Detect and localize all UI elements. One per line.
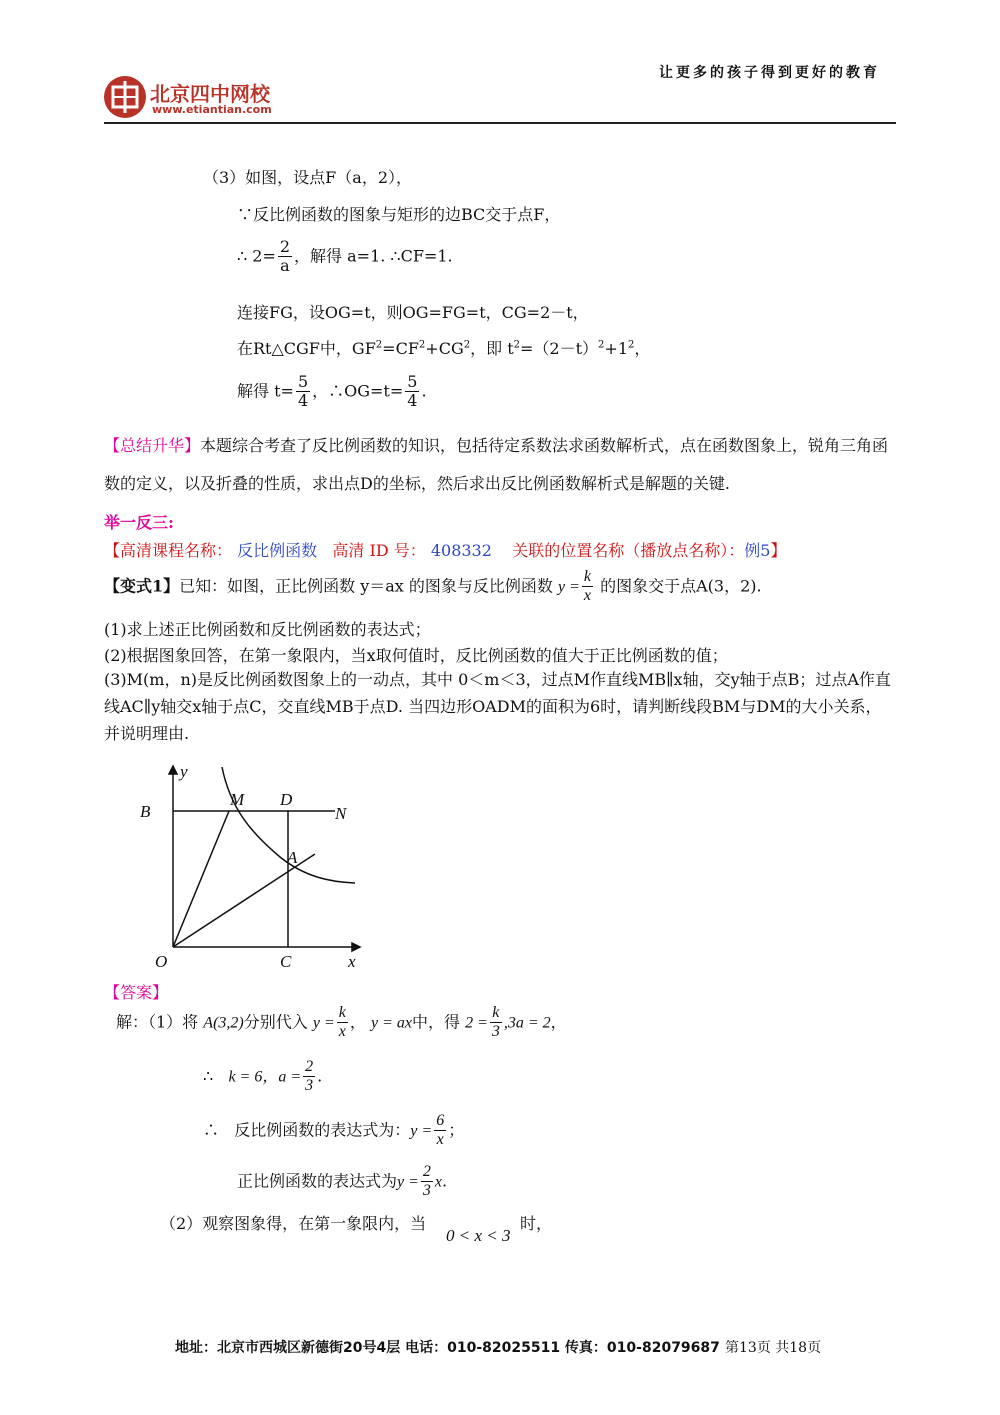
sol-line-1: （3）如图，设点F（a，2），: [203, 168, 413, 187]
school-logo-icon: [104, 76, 146, 118]
sol-line-6: 解得 t= $\frac{5}{4}$ ，∴OG=t= $\frac{5}{4}$ .: [237, 372, 427, 411]
sol-line-4: 连接FG，设OG=t，则OG=FG=t，CG=2－t，: [237, 303, 589, 322]
label-A: A: [287, 848, 298, 867]
label-N: N: [335, 804, 347, 823]
footer-page: 第13页 共18页: [725, 1340, 822, 1356]
sol-line-3: ∴ 2= $\frac{2}{a}$ ，解得 a=1. ∴CF=1.: [237, 237, 453, 276]
label-y: y: [180, 762, 188, 781]
line-OA: [173, 854, 315, 947]
fraction-2-over-a: $\frac{2}{a}$: [279, 237, 291, 276]
course-position: 例5: [744, 541, 771, 560]
juyi-heading: 举一反三:: [104, 513, 174, 532]
question-3: (3)M(m，n)是反比例函数图象上的一动点，其中 0＜m＜3，过点M作直线MB∥x轴，交y轴于点B；过点A作直线AC∥y轴交x轴于点C，交直线MB于点D. 当四边形OADM的面积为6时，请判断线段BM与DM的大小关系，并说明理由.: [104, 670, 891, 743]
answer-inequality: 0 < x < 3: [446, 1226, 511, 1245]
answer-line-4: 正比例函数的表达式为y = $\frac{2}{3}$ x.: [237, 1163, 448, 1200]
coordinate-figure: [130, 762, 370, 972]
label-M: M: [230, 790, 245, 809]
label-B: B: [140, 802, 151, 821]
line-OM: [173, 811, 229, 947]
x-axis-arrow: [352, 943, 360, 951]
label-D: D: [280, 790, 293, 809]
logo-text: 北京四中网校: [150, 82, 270, 106]
answer-line-1: 解：（1）将 A(3,2)分别代入 y = $\frac{k}{x}$ ， y = ax中，得 2 = $\frac{k}{3}$ ,3a = 2，: [116, 1004, 567, 1041]
course-id: 408332: [430, 541, 492, 560]
sol-line-2: ∵反比例函数的图象与矩形的边BC交于点F，: [237, 205, 561, 224]
course-name: 反比例函数: [237, 541, 318, 560]
answer-line-3: ∴ 反比例函数的表达式为：y = $\frac{6}{x}$ ；: [203, 1112, 465, 1149]
variant-intro: 【变式1】已知：如图，正比例函数 y＝ax 的图象与反比例函数 y = $\frac{k}{x}$ 的图象交于点A(3，2).: [104, 568, 762, 605]
answer-line-2: ∴ k = 6，a = $\frac{2}{3}$ .: [203, 1058, 323, 1095]
label-x: x: [348, 952, 356, 971]
footer-address: 地址：北京市西城区新德街20号4层 电话：010-82025511 传真：010-82079687: [175, 1340, 720, 1356]
label-O: O: [155, 952, 168, 971]
summary-tag: 【总结升华】: [104, 436, 201, 455]
slogan: 让更多的孩子得到更好的教育: [659, 65, 880, 81]
summary-paragraph: 【总结升华】本题综合考查了反比例函数的知识，包括待定系数法求函数解析式，点在函数图象上，锐角三角函数的定义，以及折叠的性质，求出点D的坐标，然后求出反比例函数解析式是解题的关键.: [104, 436, 889, 493]
answer-line-5-end: 时，: [520, 1214, 553, 1233]
sol-line-5: 在Rt△CGF中，$GF^2=CF^2+CG^2$，即 $t^2=(2-t)^2+1^2$，: [237, 339, 651, 358]
header-divider: [104, 122, 896, 124]
answer-tag: 【答案】: [104, 983, 169, 1002]
course-info: 【高清课程名称： 反比例函数 高清 ID 号： 408332 关联的位置名称（播放点名称）：例5】: [104, 541, 787, 560]
logo-url: www.etiantian.com: [152, 103, 272, 116]
label-C: C: [280, 952, 292, 971]
y-axis-arrow: [169, 766, 177, 774]
question-2: (2)根据图象回答，在第一象限内，当x取何值时，反比例函数的值大于正比例函数的值；: [104, 646, 728, 665]
question-1: (1)求上述正比例函数和反比例函数的表达式；: [104, 620, 431, 639]
answer-line-5: （2）观察图象得，在第一象限内，当: [160, 1214, 427, 1233]
